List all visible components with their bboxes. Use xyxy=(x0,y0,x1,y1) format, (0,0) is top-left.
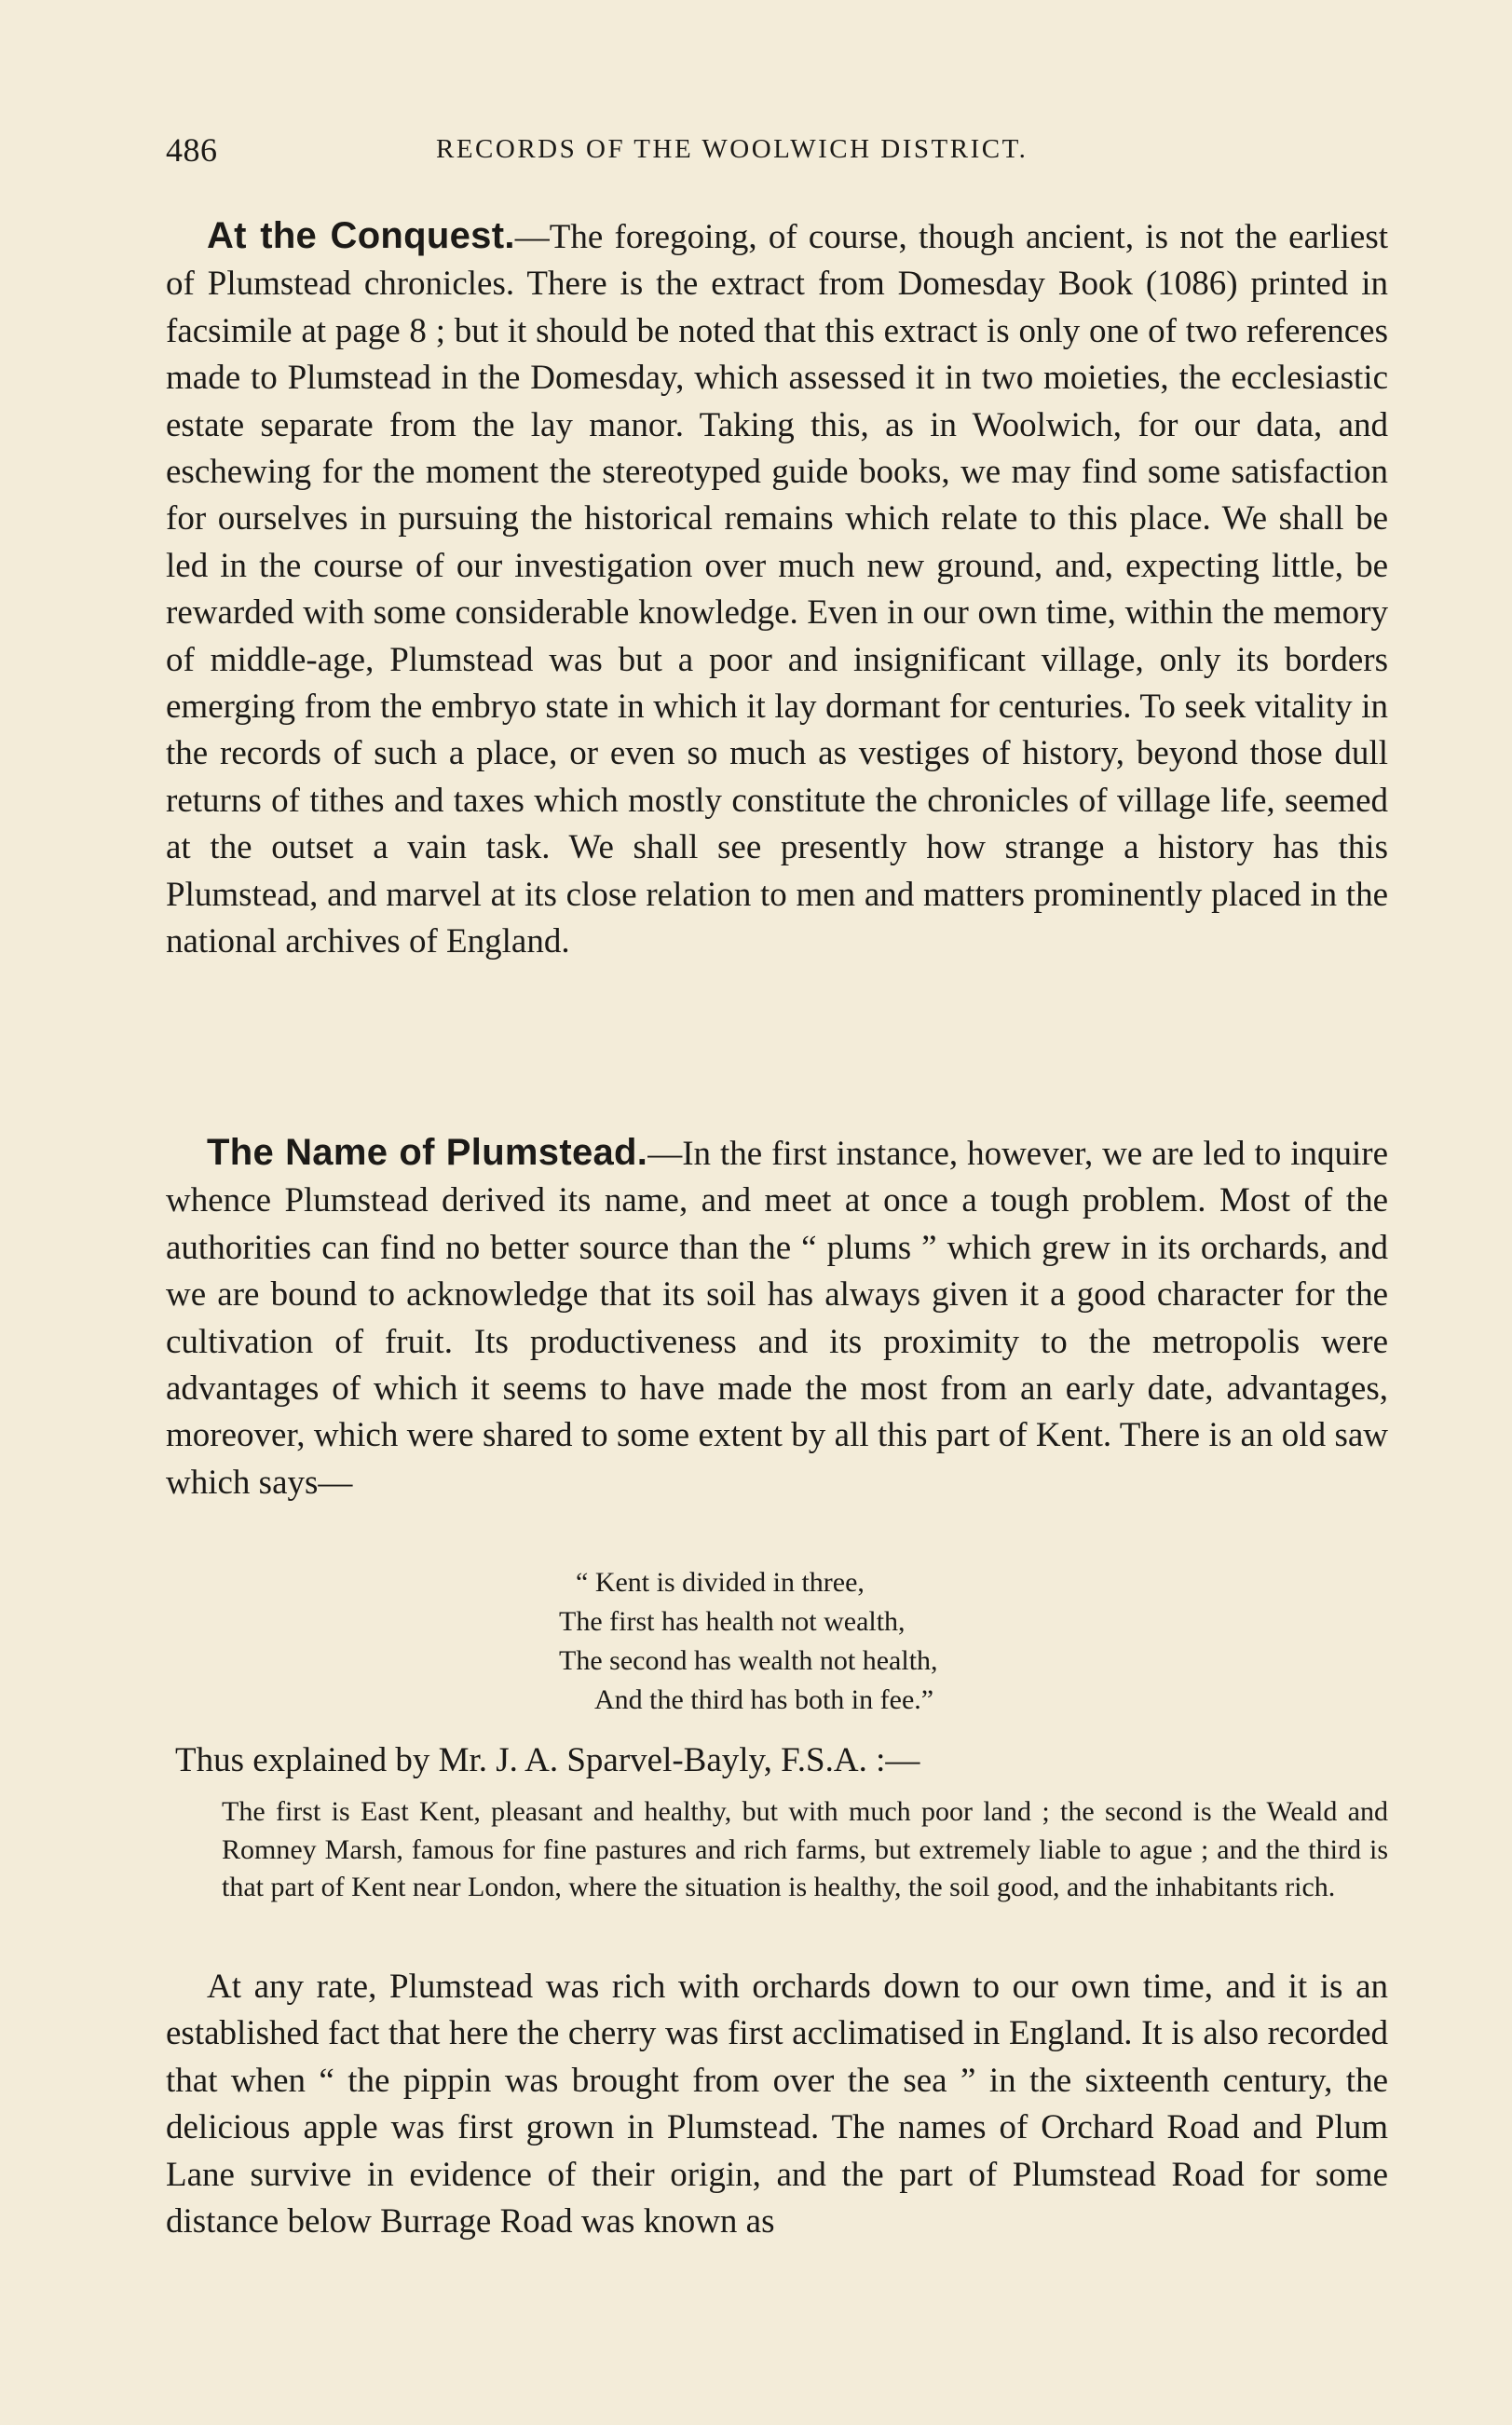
closing-section xyxy=(166,1964,1388,2245)
paragraph-name xyxy=(166,1129,1388,1506)
section-name-of-plumstead xyxy=(166,1129,1388,1506)
verse-line: And the third has both in fee.” xyxy=(594,1684,934,1715)
verse-line: The second has wealth not health, xyxy=(559,1645,938,1676)
running-head xyxy=(166,130,1396,177)
paragraph-conquest-text: —The foregoing, of course, though ancient, is not the earliest of Plumstead chronicles. There is the extract from Domesday Book (1086) printed in facsimile at page 8 ; but it should be noted that this extract is only one of two references made to Plumstead in the Domesday, which assessed it in two moieties, the ecclesiastic estate separate from the lay manor. Taking this, as in Woolwich, for our data, and eschewing for the moment the stereotyped guide books, we may find some satisfaction for ourselves in pursuing the historical remains which relate to this place. We shall be led in the course of our investigation over much new ground, and, expecting little, be rewarded with some considerable knowledge. Even in our own time, within the memory of middle-age, Plumstead was but a poor and insignificant village, only its borders emerging from the embryo state in which it lay dormant for centuries. To seek vitality in the records of such a place, or even so much as vestiges of history, beyond those dull returns of tithes and taxes which mostly constitute the chronicles of village life, seemed at the outset a vain task. We shall see presently how strange a history has this Plumstead, and marvel at its close relation to men and matters prominently placed in the national archives of England. xyxy=(166,218,1388,961)
paragraph-closing: At any rate, Plumstead was rich with orchards down to our own time, and it is an established fact that here the cherry was first acclimatised in England. It is also recorded that when “ the pippin was brought from over the sea ” in the sixteenth century, the delicious apple was first grown in Plumstead. The names of Orchard Road and Plum Lane survive in evidence of their origin, and the part of Plumstead Road for some distance below Burrage Road was known as xyxy=(166,1968,1388,2241)
block-quote xyxy=(222,1793,1388,1907)
running-title: RECORDS OF THE WOOLWICH DISTRICT. xyxy=(436,134,1028,164)
verse-block xyxy=(559,1563,1081,1720)
verse-line: The first has health not wealth, xyxy=(559,1606,906,1637)
page-number: 486 xyxy=(166,131,218,169)
section-heading-name: The Name of Plumstead. xyxy=(207,1132,648,1173)
section-heading-conquest: At the Conquest. xyxy=(207,215,515,256)
paragraph-name-text: —In the first instance, however, we are led to inquire whence Plumstead derived its name, and meet at once a tough problem. Most of the authorities can find no better source than the “ plums ” which grew in its orchards, and we are bound to acknowledge that its soil has always given it a good character for the cultivation of fruit. Its productiveness and its proximity to the metropolis were advantages of which it seems to have made the most from an early date, advantages, moreover, which were shared to some extent by all this part of Kent. There is an old saw which says— xyxy=(166,1135,1388,1502)
verse-line: “ Kent is divided in three, xyxy=(576,1567,865,1598)
explained-line-block xyxy=(166,1737,1388,1784)
block-quote-text: The first is East Kent, pleasant and healthy, but with much poor land ; the second is the Weald and Romney Marsh, famous for fine pastures and rich farms, but extremely liable to ague ; and the third is that part of Kent near London, where the situation is healthy, the soil good, and the inhabitants rich. xyxy=(222,1796,1388,1902)
section-at-the-conquest xyxy=(166,212,1388,966)
explained-line: Thus explained by Mr. J. A. Sparvel-Bayly, F.S.A. :— xyxy=(175,1741,920,1779)
paragraph-conquest xyxy=(166,212,1388,966)
